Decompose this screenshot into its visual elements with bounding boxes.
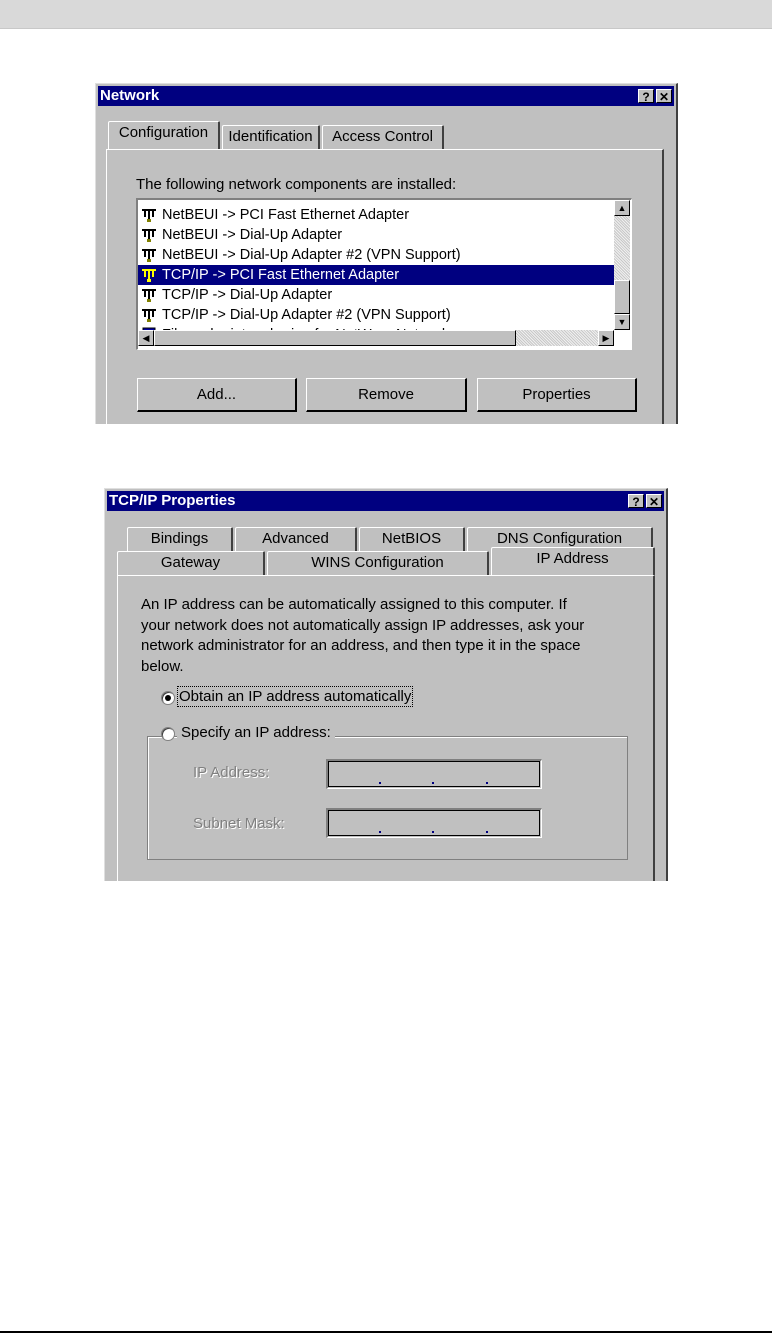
network-protocol-icon: [140, 207, 160, 223]
page-footer-rule: [0, 1331, 772, 1333]
scroll-left-button[interactable]: [138, 330, 154, 346]
network-protocol-icon: [140, 247, 160, 263]
tab-identification[interactable]: Identification: [222, 125, 320, 149]
tab-access-control[interactable]: Access Control: [322, 125, 444, 149]
tab-wins-configuration[interactable]: WINS Configuration: [267, 551, 489, 575]
properties-button[interactable]: Properties: [477, 378, 637, 412]
network-dialog: [95, 83, 678, 424]
ip-address-label: IP Address:: [193, 764, 270, 781]
list-item[interactable]: NetBEUI -> PCI Fast Ethernet Adapter: [138, 205, 614, 225]
close-button[interactable]: [656, 89, 672, 103]
scroll-down-button[interactable]: [614, 314, 630, 330]
network-protocol-icon: [140, 307, 160, 323]
help-button[interactable]: ?: [638, 89, 654, 103]
specify-ip-groupbox: [147, 736, 628, 860]
obtain-ip-automatically-radio[interactable]: [161, 691, 175, 705]
network-title: Network: [100, 87, 160, 104]
tcpip-properties-dialog: [104, 488, 668, 881]
ip-address-field[interactable]: [326, 759, 542, 789]
specify-ip-address-radio[interactable]: [161, 727, 175, 741]
components-label: The following network components are installed:: [136, 176, 457, 193]
add-button[interactable]: Add...: [137, 378, 297, 412]
subnet-mask-label: Subnet Mask:: [193, 815, 285, 832]
subnet-mask-field[interactable]: [326, 808, 542, 838]
page-header-band: [0, 0, 772, 29]
close-button[interactable]: [646, 494, 662, 508]
tab-netbios[interactable]: NetBIOS: [359, 527, 465, 551]
close-icon: ✕: [648, 495, 660, 509]
network-title-bar: [98, 86, 674, 106]
vertical-scrollbar[interactable]: [614, 200, 630, 330]
scroll-thumb[interactable]: [614, 280, 630, 314]
list-item-selected[interactable]: TCP/IP -> PCI Fast Ethernet Adapter: [138, 265, 614, 285]
obtain-ip-automatically-label[interactable]: Obtain an IP address automatically: [179, 688, 412, 705]
scroll-right-button[interactable]: [598, 330, 614, 346]
arrow-down-icon: ▼: [617, 317, 627, 327]
scroll-up-button[interactable]: [614, 200, 630, 216]
network-protocol-icon: [140, 227, 160, 243]
help-button[interactable]: ?: [628, 494, 644, 508]
arrow-left-icon: ◀: [142, 333, 150, 343]
tab-bindings[interactable]: Bindings: [127, 527, 233, 551]
close-icon: ✕: [658, 90, 670, 104]
description-text: An IP address can be automatically assigned to this computer. If your network does not automatically assign IP addresses, ask your network administrator for an address, and then type it in the space below.: [141, 596, 585, 675]
tab-gateway[interactable]: Gateway: [117, 551, 265, 575]
network-protocol-icon: [140, 287, 160, 303]
horizontal-scrollbar[interactable]: [138, 330, 614, 346]
arrow-up-icon: ▲: [617, 203, 627, 213]
scroll-thumb-horizontal[interactable]: [154, 330, 516, 346]
tab-configuration[interactable]: Configuration: [108, 121, 220, 149]
tcpip-title-bar: [107, 491, 664, 511]
network-protocol-icon: [140, 267, 160, 283]
list-item[interactable]: NetBEUI -> Dial-Up Adapter #2 (VPN Support): [138, 245, 614, 265]
remove-button[interactable]: Remove: [306, 378, 467, 412]
tcpip-title: TCP/IP Properties: [109, 492, 236, 509]
components-listbox[interactable]: [136, 198, 632, 350]
tab-dns-configuration[interactable]: DNS Configuration: [467, 527, 653, 551]
arrow-right-icon: ▶: [602, 333, 610, 343]
tab-advanced[interactable]: Advanced: [235, 527, 357, 551]
tab-ip-address[interactable]: IP Address: [491, 547, 655, 575]
list-item[interactable]: TCP/IP -> Dial-Up Adapter #2 (VPN Support): [138, 305, 614, 325]
list-item[interactable]: TCP/IP -> Dial-Up Adapter: [138, 285, 614, 305]
specify-ip-address-label[interactable]: Specify an IP address:: [177, 724, 335, 741]
list-item[interactable]: NetBEUI -> Dial-Up Adapter: [138, 225, 614, 245]
